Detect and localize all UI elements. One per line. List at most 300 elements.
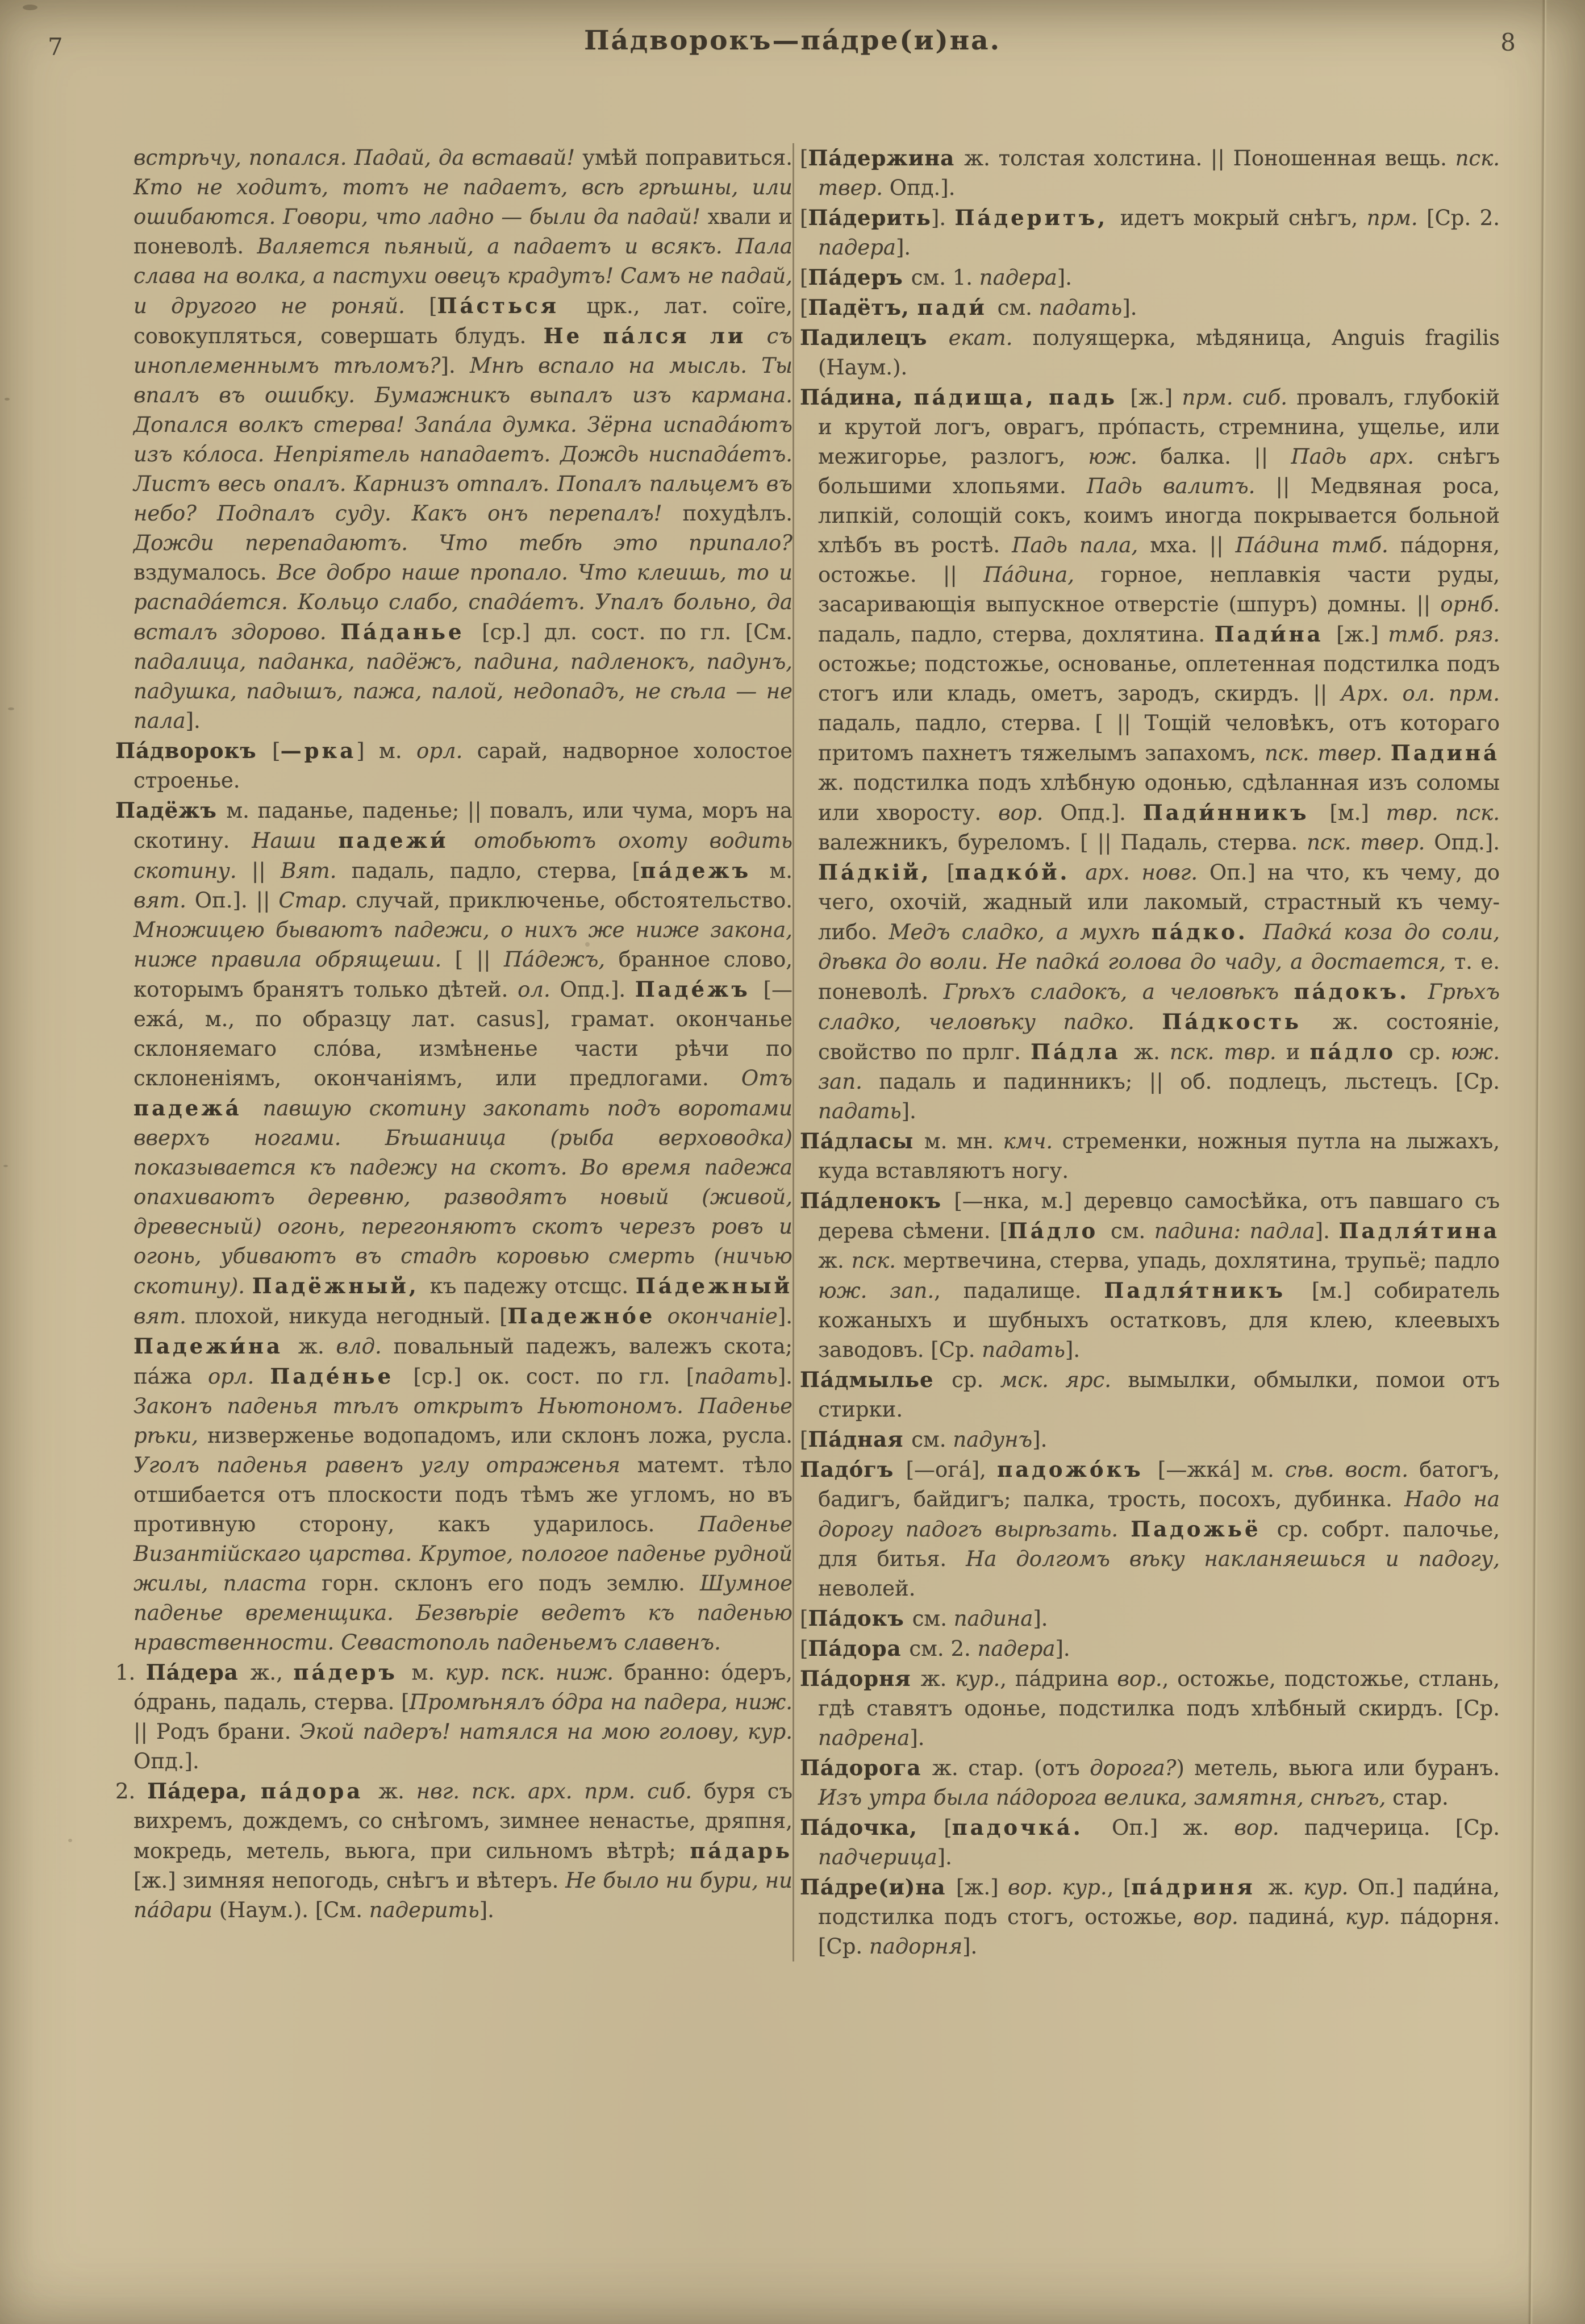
entry-text-segment: Па́дерить (808, 205, 931, 230)
entry-text-segment: падаль, падло, стерва, [ (351, 859, 641, 883)
entry-text-segment: ]. (895, 235, 911, 260)
entry-text-segment: падчерица (818, 1845, 937, 1869)
entry-text-segment: м. (411, 1660, 445, 1685)
entry-text-segment: Падь пала, (1012, 533, 1150, 557)
entry-text-segment: павшую скотину закопать подъ воротами вверхъ ногами. Бѣшаница (рыба верховодка) показывается къ падежу на скотъ. Во время падежа опахиваютъ деревню, разводятъ новый (живой, древесный) огонь, перегоняютъ скотъ черезъ ровъ и огонь, убиваютъ въ стадѣ коровью смерть (ничью скотину). (134, 1096, 793, 1298)
entry-text-segment: ж. (818, 1248, 852, 1273)
right-column (800, 143, 1500, 1961)
entry-text-segment: ]. (1122, 295, 1137, 320)
entry-text-segment: [ || (454, 947, 504, 972)
entry-text-segment: падать (694, 1364, 778, 1389)
left-column (115, 143, 792, 1961)
entry-text-segment: Па́дмылье (800, 1367, 952, 1392)
entry-text-segment: ж. (920, 1667, 956, 1691)
entry-text-segment: горн. склонъ его подъ землю. (322, 1571, 700, 1596)
entry-text-segment: Шумное паденье временщика. Безвѣріе ведетъ къ паденью нравственности. Севастополь паденьемъ славенъ. (134, 1571, 792, 1655)
entry-text-segment: Падожьё (1131, 1517, 1277, 1542)
entry-text-segment: ж. толстая холстина. || Поношенная вещь. (964, 146, 1455, 170)
entry-text-segment: Паде́жъ (635, 977, 764, 1002)
text-columns (115, 143, 1501, 1961)
entry-text-segment: падера (818, 235, 896, 260)
entry-text-segment: па́дло (1309, 1039, 1409, 1064)
entry-text-segment: Па́дера, (147, 1779, 261, 1804)
dictionary-entry (800, 1455, 1500, 1604)
entry-text-segment: падчерица. [Ср. (1304, 1815, 1500, 1840)
entry-text-segment: юж. зап. (818, 1040, 1500, 1094)
entry-text-segment: ] м. (356, 739, 417, 763)
entry-text-segment: Оп.] на что, къ чему, до чего, охочій, жадный или лакомый, страстный къ чему-либо. (818, 860, 1500, 944)
entry-text-segment: см. 2. (909, 1636, 978, 1661)
entry-text-segment: мск. ярс. (1000, 1368, 1128, 1392)
entry-text-segment: Медъ сладко, а мухѣ (889, 920, 1152, 944)
dictionary-entry (115, 1657, 792, 1776)
entry-text-segment: па́деръ (293, 1660, 412, 1685)
entry-text-segment: Законъ паденья тѣлъ открытъ Ньютономъ. Паденье рѣки, (134, 1394, 792, 1448)
entry-text-segment: , остожье, подстожье, стлань, гдѣ ставятъ одонье, подстилка подъ хлѣбный скирдъ. [Ср. (818, 1667, 1500, 1721)
entry-text-segment: Падёжный, (252, 1273, 430, 1298)
entry-text-segment: провалъ, глубокій и крутой логъ, оврагъ, про́пасть, стремнина, ущелье, или межигорье, разлогъ, (818, 385, 1500, 469)
entry-text-segment: ж., (250, 1660, 294, 1685)
entry-text-segment: Кто не ходитъ, тотъ не падаетъ, всѣ грѣшны, или ошибаются. Говори, что ладно — были да падай! (134, 175, 792, 229)
entry-text-segment: Множицею бываютъ падежи, о нихъ же ниже закона, ниже правила обрящеши. (134, 918, 792, 972)
entry-text-segment: балка. || (1160, 444, 1291, 469)
entry-text-segment: па́дорня. [Ср. (818, 1905, 1500, 1959)
entry-text-segment: вор. кур. (1008, 1875, 1107, 1900)
entry-text-segment: Опд.]. (889, 176, 956, 200)
entry-text-segment: Падь валитъ. (1086, 474, 1276, 498)
entry-text-segment: падрена (818, 1726, 910, 1750)
entry-text-segment: па́дко. (1151, 919, 1263, 944)
entry-text-segment: сѣв. вост. (1284, 1457, 1420, 1482)
entry-text-segment: падунъ (953, 1427, 1033, 1452)
entry-text-segment: Надо на дорогу падогъ вырѣзать. (818, 1487, 1500, 1542)
entry-text-segment: ]. (777, 1364, 793, 1389)
entry-text-segment: || (251, 859, 281, 883)
entry-text-segment: см. (911, 1427, 953, 1452)
entry-text-segment: [ (800, 1606, 808, 1631)
entry-text-segment: Па́дло (1007, 1218, 1111, 1243)
entry-text-segment: [ (429, 294, 437, 318)
entry-text-segment: ]. (479, 1898, 494, 1922)
entry-text-segment: падерить (369, 1898, 479, 1922)
entry-text-segment: Вят. (280, 859, 352, 883)
entry-text-segment: пск. твер. (818, 146, 1500, 200)
entry-text-segment: прм. сиб. (1182, 385, 1297, 410)
entry-text-segment: Падежно́е (507, 1303, 668, 1328)
entry-text-segment: 2. (115, 1779, 148, 1804)
entry-text-segment: отобьютъ охоту водить скотину. (134, 828, 792, 883)
entry-text-segment: см. (912, 1606, 954, 1631)
entry-text-segment: па́дарь (690, 1838, 792, 1863)
entry-text-segment: валежникъ, буреломъ. [ || Падаль, стерва. (818, 830, 1307, 855)
entry-text-segment: буря съ вихремъ, дождемъ, со снѣгомъ, зимнее ненастье, дряпня, мокредь, метель, вьюга, при сильномъ вѣтрѣ; (134, 1779, 792, 1863)
entry-text-segment: [—жка́] м. (1157, 1457, 1285, 1482)
entry-text-segment: [—ежа́, м., по образцу лат. casus], грамат. окончанье склоняемаго сло́ва, измѣненье части рѣчи по склоненіямъ, окончаніямъ, или предлогами. (134, 977, 792, 1090)
entry-text-segment: сарай, надворное холостое строенье. (134, 739, 792, 793)
entry-text-segment: Па́данье (340, 619, 482, 644)
entry-text-segment: кур. (955, 1667, 1000, 1691)
entry-text-segment: Па́дежный (635, 1273, 792, 1298)
entry-text-segment: ср. (952, 1368, 1000, 1392)
entry-text-segment: Падо́гъ (800, 1457, 906, 1482)
entry-text-segment: [ср.] дл. сост. по гл. [См. (482, 620, 792, 644)
entry-text-segment: , [ (1107, 1875, 1132, 1900)
entry-text-segment: твр. пск. (1386, 801, 1500, 825)
dictionary-entry (800, 1425, 1500, 1455)
column-divider-rule (792, 143, 794, 1961)
entry-text-segment: ж. (1134, 1040, 1170, 1064)
entry-text-segment: орнб. (1440, 592, 1500, 617)
entry-text-segment: снѣгъ большими хлопьями. (818, 444, 1500, 498)
entry-text-segment: Оп.] пади́на, подстилка подъ стогъ, остожье, (818, 1875, 1500, 1929)
entry-text-segment: [ж.] (1130, 385, 1182, 410)
entry-text-segment: вор. (998, 801, 1061, 825)
entry-text-segment: Стар. (278, 888, 356, 913)
entry-text-segment: Мнѣ вспало на мысль. Ты впалъ въ ошибку. Бумажникъ выпалъ изъ кармана. Допался волкъ стерва! Запа́ла думка. Зёрна испада́ютъ изъ ко́лоса. Непріятель нападаетъ. Дождь ниспада́етъ. Листъ весь опалъ. Карнизъ отпалъ. Попалъ пальцемъ въ небо? Подпалъ суду. Какъ онъ перепалъ! (134, 353, 793, 526)
entry-text-segment: Па́дворокъ (115, 738, 273, 763)
dictionary-entry (800, 203, 1500, 263)
entry-text-segment: пск. твер. (1307, 830, 1434, 855)
entry-text-segment: ]. (962, 1934, 978, 1959)
entry-text-segment: [ (272, 739, 281, 763)
entry-text-segment: Па́дласы (800, 1128, 924, 1153)
entry-text-segment: стар. (1392, 1785, 1449, 1810)
entry-text-segment: Падётъ, (808, 295, 917, 320)
entry-text-segment: ) метель, вьюга или буранъ. (1176, 1756, 1500, 1780)
entry-text-segment: арх. новг. (1085, 860, 1209, 885)
entry-text-segment: влд. (336, 1334, 394, 1359)
entry-text-segment: случай, приключенье, обстоятельство. (356, 888, 792, 913)
entry-text-segment: ж. стар. (отъ (932, 1756, 1090, 1780)
entry-text-segment: ]. (937, 1845, 952, 1869)
entry-text-segment: полуящерка, мѣдяница, Anguis fragilis (Наум.). (818, 326, 1500, 380)
entry-text-segment: [ (800, 265, 808, 290)
entry-text-segment: падина́, (1248, 1905, 1345, 1929)
dictionary-entry (115, 736, 792, 796)
entry-text-segment: остожье; подстожье, основанье, оплетенная подстилка подъ стогъ или кладь, ометъ, зародъ, скирдъ. || (818, 652, 1500, 706)
entry-text-segment: Падилецъ (800, 325, 949, 350)
paper-speck (3, 1165, 8, 1167)
entry-text-segment: [ (800, 1636, 808, 1661)
paper-speck (5, 398, 10, 401)
entry-text-segment: дорога? (1090, 1756, 1177, 1780)
entry-text-segment: падалица, паданка, падёжъ, падина, падленокъ, падунъ, падушка, падышъ, пажа, палой, недопадъ, не сѣла — не пала (134, 649, 792, 733)
entry-text-segment: Па́дина тмб. (1235, 533, 1400, 557)
paper-speck (585, 942, 590, 947)
entry-text-segment: вздумалось. (134, 560, 277, 585)
entry-text-segment: ]. (931, 206, 955, 230)
page-number-right: 8 (1500, 28, 1516, 56)
entry-text-segment: см. (997, 295, 1039, 320)
entry-text-segment: ол. (518, 977, 560, 1002)
dictionary-entry (800, 1126, 1500, 1186)
entry-text-segment: Промѣнялъ о́дра на падера, ниж. (409, 1690, 792, 1714)
entry-text-segment: па́дорня, остожье. || (818, 533, 1500, 587)
entry-text-segment: Па́сться (437, 293, 587, 318)
entry-text-segment: [ (800, 1427, 808, 1452)
page-number-left: 7 (48, 33, 63, 61)
entry-text-segment: Падь арх. (1291, 444, 1437, 469)
entry-text-segment: Опд.]. (560, 977, 635, 1002)
entry-text-segment: Паденье Византійскаго царства. Крутое, пологое паденье рудной жилы, пласта (134, 1512, 792, 1596)
entry-text-segment: На долгомъ вѣку накланяешься и падогу, (966, 1547, 1500, 1571)
entry-text-segment: Па́дорня (800, 1666, 921, 1691)
entry-text-segment: Па́держина (808, 145, 965, 170)
entry-text-segment: Па́дре(и)на (800, 1875, 956, 1900)
dictionary-entry (800, 1365, 1500, 1425)
dictionary-entry (800, 1664, 1500, 1753)
entry-text-segment: [—нка, м.] деревцо самосѣйка, отъ павшаго съ дерева сѣмени. [ (818, 1189, 1500, 1243)
entry-text-segment: Па́дора (808, 1636, 910, 1661)
entry-text-segment: плохой, никуда негодный. [ (195, 1304, 508, 1328)
entry-text-segment: , па́дрина (1000, 1667, 1117, 1691)
entry-text-segment: падожо́къ (997, 1457, 1158, 1482)
entry-text-segment: па́дриня (1131, 1875, 1269, 1900)
entry-text-segment: па́докъ. (1294, 979, 1428, 1004)
dictionary-entry (115, 1776, 792, 1925)
entry-text-segment: Пади́на (1214, 622, 1337, 647)
entry-text-segment: Экой падеръ! натялся на мою голову, кур. (299, 1719, 793, 1744)
entry-text-segment: [ (800, 295, 808, 320)
entry-text-segment: мертвечина, стерва, упадь, дохлятина, трупьё; падло (903, 1248, 1500, 1273)
running-head-title: Па́дворокъ—па́дре(и)на. (584, 25, 1001, 56)
entry-text-segment: повальный падежъ, валежъ скота; па́жа (134, 1334, 792, 1389)
entry-text-segment: [ж.] (1336, 622, 1388, 647)
entry-text-segment: юж. зап. (818, 1278, 935, 1303)
entry-text-segment: [ (800, 146, 808, 170)
entry-text-segment: ср. (1409, 1040, 1451, 1064)
entry-text-segment: [ж.] зимняя непогодь, снѣгъ и вѣтеръ. (134, 1868, 566, 1893)
entry-text-segment: падера (977, 1636, 1056, 1661)
entry-text-segment: ]. (440, 353, 470, 378)
entry-text-segment: орл. (207, 1364, 270, 1389)
entry-text-segment: Грѣхъ сладокъ, а человѣкъ (943, 980, 1294, 1004)
entry-text-segment: падежа́ (134, 1096, 263, 1121)
entry-text-segment: падина (953, 1606, 1033, 1631)
entry-text-segment: пади́ (917, 295, 998, 320)
entry-text-segment: Па́деритъ, (954, 205, 1120, 230)
entry-text-segment: Падля́тникъ (1104, 1278, 1312, 1303)
entry-text-segment: Оп.] ж. (1112, 1815, 1234, 1840)
entry-text-segment: [ (800, 206, 808, 230)
entry-text-segment: Не было ни бури, ни па́дари (134, 1868, 792, 1922)
entry-text-segment: см. (1110, 1219, 1154, 1243)
entry-text-segment: вор. (1117, 1667, 1162, 1691)
entry-text-segment: мха. || (1150, 533, 1236, 557)
entry-text-segment: кмч. (1003, 1129, 1062, 1153)
entry-text-segment: падежи́ (338, 828, 474, 853)
dictionary-entry (800, 382, 1500, 1126)
entry-text-segment: низверженье водопадомъ, или склонъ ложа, русла. (207, 1423, 792, 1448)
entry-text-segment: идетъ мокрый снѣгъ, (1120, 206, 1367, 230)
entry-text-segment: [м.] собиратель кожаныхъ и шубныхъ остатковъ, для клею, клеевыхъ заводовъ. [Ср. (818, 1278, 1500, 1362)
entry-text-segment: вят. (134, 1304, 195, 1328)
entry-text-segment: съ иноплеменнымъ тѣломъ? (134, 324, 793, 378)
entry-text-segment: Паде́нье (270, 1364, 414, 1389)
entry-text-segment: [Ср. 2. (1426, 206, 1500, 230)
entry-text-segment: —рка (280, 738, 357, 763)
dictionary-entry (800, 143, 1500, 203)
entry-text-segment: Па́дкій, (818, 860, 947, 885)
entry-text-segment: падать (982, 1338, 1065, 1362)
dictionary-entry (800, 1604, 1500, 1634)
entry-text-segment: Па́дная (808, 1427, 912, 1452)
entry-text-segment: Опд.]. (1434, 830, 1500, 855)
entry-text-segment: [м.] (1329, 801, 1386, 825)
entry-text-segment: па́дища, падь (914, 385, 1131, 410)
dictionary-entry (800, 1753, 1500, 1813)
entry-text-segment: неволей. (818, 1576, 916, 1601)
entry-text-segment: падаль, падло, стерва, дохлятина. (818, 622, 1215, 647)
entry-text-segment: Опд.]. (134, 1749, 199, 1773)
entry-text-segment: црк., лат. coïre, совокупляться, совершать блудъ. (134, 294, 792, 348)
entry-text-segment: ср. собрт. палочье, для битья. (818, 1517, 1500, 1571)
entry-text-segment: встрѣчу, попался. Падай, да вставай! (134, 145, 583, 170)
entry-text-segment: Дожди перепадаютъ. Что тебѣ это припало? (134, 531, 792, 555)
entry-text-segment: падать (1038, 295, 1123, 320)
paper-speck (23, 5, 37, 10)
entry-text-segment: ж. (298, 1334, 336, 1359)
entry-text-segment: падочка́. (952, 1815, 1112, 1840)
entry-text-segment: Па́дленокъ (800, 1188, 954, 1213)
entry-text-segment: ]. (1057, 265, 1072, 290)
dictionary-entry (800, 1872, 1500, 1961)
entry-text-segment: [—ога́], (906, 1457, 998, 1482)
entry-text-segment: Оп.]. || (194, 888, 279, 913)
page-header (0, 25, 1585, 70)
entry-text-segment: похудѣлъ. (682, 501, 792, 526)
entry-text-segment: ]. (1315, 1219, 1339, 1243)
entry-text-segment: Па́докъ (808, 1606, 912, 1631)
entry-text-segment: Па́дкость (1162, 1009, 1333, 1034)
entry-text-segment: Пади́нникъ (1142, 800, 1330, 825)
entry-text-segment: къ падежу отсщс. (429, 1274, 636, 1298)
entry-text-segment: вымылки, обмылки, помои отъ стирки. (818, 1368, 1500, 1422)
entry-text-segment: ж. состояніе, свойство по прлг. (818, 1010, 1500, 1064)
entry-text-segment: Наши (252, 828, 339, 853)
dictionary-entry (800, 263, 1500, 293)
entry-text-segment: Па́дла (1031, 1039, 1134, 1064)
entry-text-segment: [ (944, 1815, 952, 1840)
entry-text-segment: матемт. тѣло отшибается отъ плоскости подъ тѣмъ же угломъ, но въ противную сторону, какъ ударилось. (134, 1453, 792, 1536)
entry-text-segment: Падка́ коза до соли, дѣвка до воли. Не падка́ голова до чаду, а достается, (818, 920, 1500, 974)
entry-text-segment: кур. (1345, 1905, 1400, 1929)
entry-text-segment: па́дора (260, 1779, 379, 1804)
entry-text-segment: па́дежъ (640, 858, 770, 883)
entry-text-segment: хвали и поневолѣ. (134, 205, 793, 259)
entry-text-segment: орл. (416, 739, 477, 763)
paper-speck (8, 707, 14, 710)
entry-text-segment: см. 1. (911, 265, 979, 290)
entry-text-segment: Уголъ паденья равенъ углу отраженья (134, 1453, 637, 1477)
entry-text-segment: Валяется пьяный, а падаетъ и всякъ. Пала слава на волка, а пастухи овецъ крадутъ! Самъ не падай, и другого не роняй. (134, 234, 792, 318)
entry-text-segment: Па́дина, (983, 563, 1101, 587)
entry-text-segment: батогъ, бадигъ, байдигъ; палка, трость, посохъ, дубинка. (818, 1457, 1500, 1511)
entry-text-segment: падко́й. (955, 860, 1086, 885)
entry-text-segment: Грѣхъ сладко, человѣку падко. (818, 980, 1500, 1034)
entry-text-segment: Па́дочка, (800, 1815, 944, 1840)
entry-text-segment: окончаніе (667, 1304, 778, 1328)
entry-text-segment: падорня (869, 1934, 963, 1959)
entry-text-segment: Не па́лся ли (543, 323, 767, 348)
entry-text-segment: ]. (777, 1304, 793, 1328)
entry-text-segment: Все добро наше пропало. Что клеишь, то и распада́ется. Кольцо слабо, спада́етъ. Упалъ больно, да всталъ здорово. (134, 560, 792, 644)
entry-text-segment: падаль, падло, стерва. [ || Тощій человѣкъ, отъ котораго притомъ пахнетъ тяжелымъ запахомъ, (818, 711, 1500, 765)
entry-text-segment: падера (979, 265, 1057, 290)
entry-text-segment: (Наум.). [См. (219, 1898, 369, 1922)
entry-text-segment: [ср.] ок. сост. по гл. [ (413, 1364, 695, 1389)
entry-text-segment: вор. (1234, 1815, 1304, 1840)
entry-text-segment: пск. твр. (1169, 1040, 1286, 1064)
entry-text-segment: вят. (134, 888, 195, 913)
entry-text-segment: ]. (910, 1726, 925, 1750)
entry-text-segment: м. (769, 859, 793, 883)
entry-text-segment: Арх. ол. прм. (1341, 681, 1500, 706)
entry-text-segment: стременки, ножныя путла на лыжахъ, куда вставляютъ ногу. (818, 1129, 1500, 1183)
entry-text-segment: екат. (948, 326, 1033, 350)
entry-text-segment: ]. (1033, 1606, 1048, 1631)
entry-text-segment: юж. (1088, 444, 1161, 469)
entry-text-segment: ]. (1055, 1636, 1070, 1661)
entry-text-segment: 1. (115, 1660, 146, 1685)
dictionary-entry (800, 293, 1500, 323)
entry-text-segment: умѣй поправиться. (582, 145, 792, 170)
entry-text-segment: прм. (1366, 206, 1427, 230)
entry-text-segment: Падина́ (1390, 740, 1500, 765)
entry-text-segment: вор. (1193, 1905, 1249, 1929)
dictionary-entry (800, 323, 1500, 382)
entry-text-segment: ж. (1268, 1875, 1304, 1900)
entry-text-segment: Па́деръ (808, 265, 911, 290)
entry-text-segment: Отъ (741, 1066, 792, 1090)
entry-text-segment: Па́дежъ, (504, 947, 619, 972)
entry-text-segment: Па́дорога (800, 1755, 932, 1780)
entry-text-segment: [ (946, 860, 955, 885)
entry-text-segment: падать (818, 1099, 902, 1123)
paper-speck (68, 1839, 72, 1842)
entry-text-segment: м. паданье, паденье; || повалъ, или чума, моръ на скотину. (134, 798, 792, 853)
entry-text-segment: ж. подстилка подъ хлѣбную одонью, сдѣланная изъ соломы или хворосту. (818, 770, 1500, 825)
entry-text-segment: ж. (378, 1779, 416, 1804)
continued-paragraph (115, 143, 792, 736)
entry-text-segment: м. мн. (924, 1129, 1003, 1153)
entry-text-segment: пск. (851, 1248, 903, 1273)
entry-text-segment: падаль и падинникъ; || об. подлецъ, льстецъ. [Ср. (879, 1069, 1500, 1094)
entry-text-segment: Па́дина, (800, 385, 914, 410)
entry-text-segment: бранно: о́деръ, о́дрань, падаль, стерва. [ (134, 1660, 792, 1714)
entry-text-segment: || Медвяная роса, липкій, солощій сокъ, коимъ иногда покрывается больной хлѣбъ въ ростѣ. (818, 474, 1500, 557)
entry-text-segment: , падалище. (934, 1278, 1104, 1303)
entry-text-segment: ]. (1065, 1338, 1081, 1362)
dictionary-entry (800, 1813, 1500, 1872)
entry-text-segment: Падля́тина (1338, 1218, 1500, 1243)
entry-text-segment: горное, неплавкія части руды, засаривающія выпускное отверстіе (шпуръ) домны. || (818, 563, 1500, 617)
entry-text-segment: пск. твер. (1265, 741, 1391, 765)
entry-text-segment: Падежи́на (134, 1334, 298, 1359)
dictionary-entry (800, 1634, 1500, 1664)
dictionary-entry (115, 796, 792, 1657)
entry-text-segment: и (1286, 1040, 1310, 1064)
entry-text-segment: тмб. ряз. (1388, 622, 1500, 647)
entry-text-segment: Изъ утра была па́дорога велика, замятня, снѣгъ, (818, 1785, 1393, 1810)
entry-text-segment: ]. (185, 709, 201, 733)
dictionary-entry (800, 1186, 1500, 1365)
entry-text-segment: кур. пск. ниж. (445, 1660, 624, 1685)
entry-text-segment: кур. (1303, 1875, 1358, 1900)
entry-text-segment: бранное слово, которымъ бранятъ только дѣтей. (134, 947, 792, 1002)
page-gutter-crease (1528, 0, 1548, 2324)
entry-text-segment: Падёжъ (115, 798, 227, 823)
